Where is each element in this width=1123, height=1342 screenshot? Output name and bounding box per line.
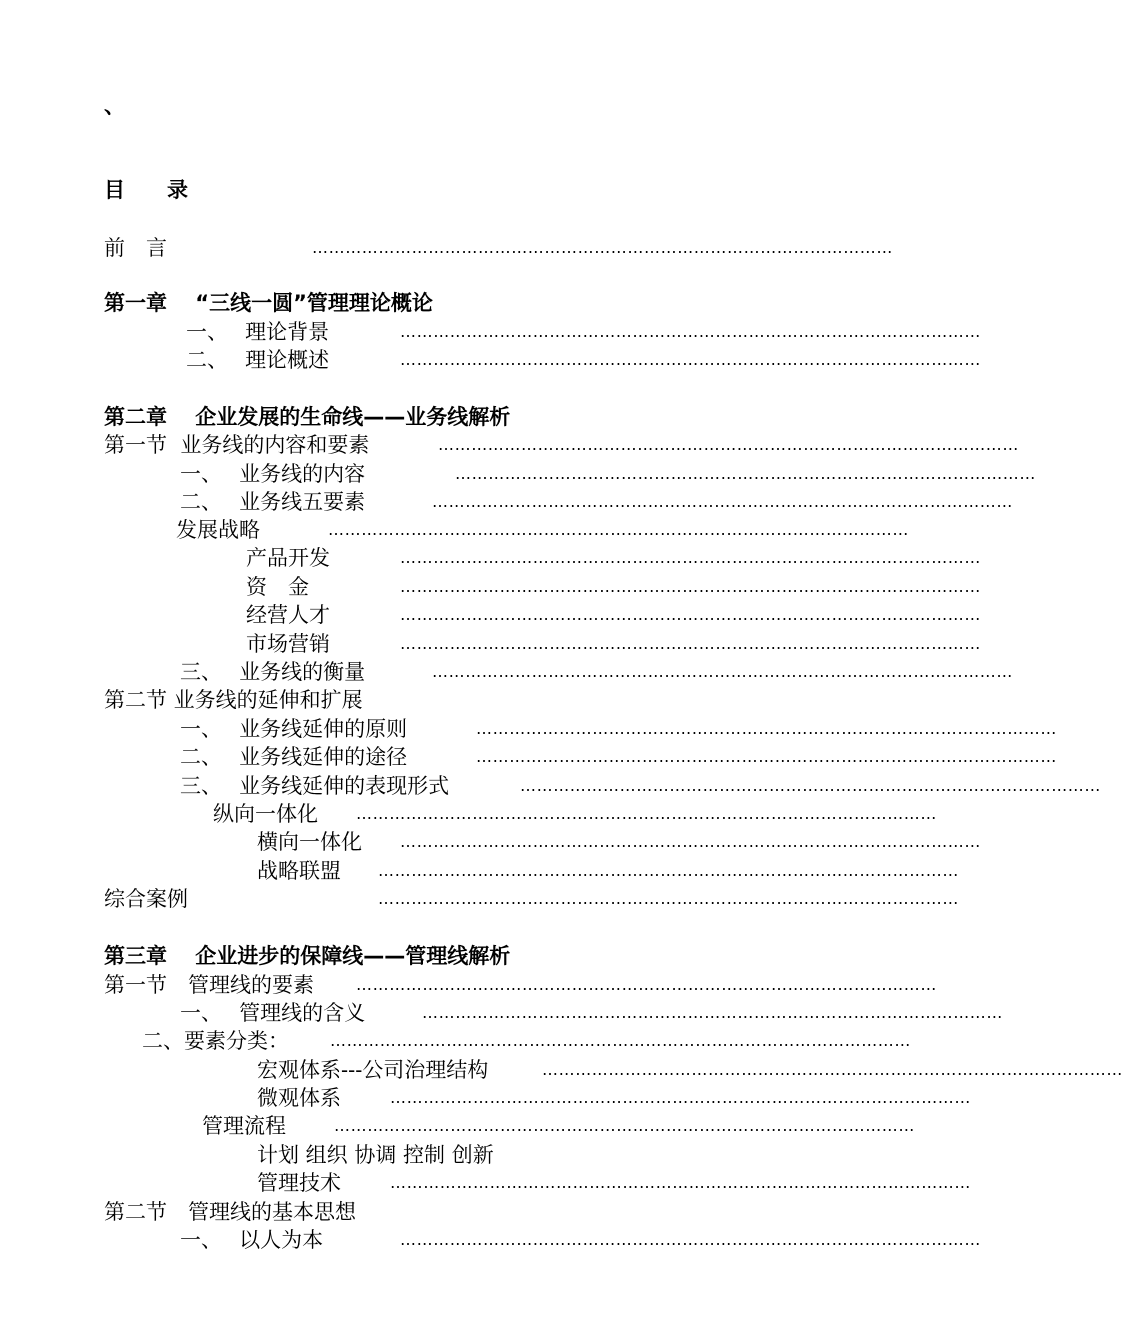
- toc-entry: 二、要素分类：: [142, 1029, 289, 1053]
- toc-entry: 战略联盟: [257, 859, 341, 883]
- toc-entry: 经营人才: [246, 603, 330, 627]
- dot-leader: ……………………………………………………………………………………………: [432, 662, 1013, 681]
- dot-leader: ……………………………………………………………………………………………: [400, 577, 981, 596]
- dot-leader: ……………………………………………………………………………………………: [455, 464, 1036, 483]
- dot-leader: ……………………………………………………………………………………………: [356, 975, 937, 994]
- dot-leader: ……………………………………………………………………………………………: [400, 1230, 981, 1249]
- dot-leader: ……………………………………………………………………………………………: [390, 1088, 971, 1107]
- toc-entry: 一、 业务线延伸的原则: [180, 717, 408, 741]
- toc-entry: 二、 业务线五要素: [180, 490, 366, 514]
- toc-entry: 一、 理论背景: [186, 320, 330, 344]
- dot-leader: ……………………………………………………………………………………………: [438, 435, 1019, 454]
- dot-leader: ……………………………………………………………………………………………: [520, 776, 1101, 795]
- toc-entry: 三、 业务线延伸的表现形式: [180, 774, 450, 798]
- toc-entry: 第二节 业务线的延伸和扩展: [104, 688, 363, 712]
- toc-entry: 三、 业务线的衡量: [180, 660, 366, 684]
- corner-mark: 、: [104, 94, 125, 118]
- toc-entry: 综合案例: [104, 887, 188, 911]
- toc-entry: 一、 管理线的含义: [180, 1001, 366, 1025]
- dot-leader: ……………………………………………………………………………………………: [400, 548, 981, 567]
- toc-entry: 第一节 管理线的要素: [104, 973, 314, 997]
- dot-leader: ……………………………………………………………………………………………: [390, 1173, 971, 1192]
- toc-chapter-heading: 第三章 企业进步的保障线——管理线解析: [104, 944, 511, 968]
- toc-entry: 管理技术: [257, 1171, 341, 1195]
- toc-entry: 第二节 管理线的基本思想: [104, 1200, 356, 1224]
- toc-entry: 一、 业务线的内容: [180, 462, 366, 486]
- toc-entry: 计划 组织 协调 控制 创新: [257, 1143, 494, 1167]
- dot-leader: ……………………………………………………………………………………………: [330, 1031, 911, 1050]
- dot-leader: ……………………………………………………………………………………………: [400, 322, 981, 341]
- toc-entry: 一、 以人为本: [180, 1228, 324, 1252]
- toc-entry: 市场营销: [246, 632, 330, 656]
- toc-entry: 纵向一体化: [213, 802, 318, 826]
- dot-leader: ……………………………………………………………………………………………: [378, 861, 959, 880]
- toc-entry: 二、 理论概述: [186, 348, 330, 372]
- toc-entry: 产品开发: [246, 546, 330, 570]
- dot-leader: ……………………………………………………………………………………………: [400, 605, 981, 624]
- dot-leader: ……………………………………………………………………………………………: [378, 889, 959, 908]
- dot-leader: ……………………………………………………………………………………………: [356, 804, 937, 823]
- toc-entry: 宏观体系---公司治理结构: [257, 1058, 489, 1082]
- toc-entry: 资 金: [246, 575, 309, 599]
- toc-entry: 微观体系: [257, 1086, 341, 1110]
- dot-leader: ……………………………………………………………………………………………: [542, 1060, 1123, 1079]
- dot-leader: ……………………………………………………………………………………………: [476, 719, 1057, 738]
- toc-entry: 第一节 业务线的内容和要素: [104, 433, 370, 457]
- toc-title: 目 录: [104, 178, 188, 202]
- toc-entry: 管理流程: [202, 1114, 286, 1138]
- dot-leader: ……………………………………………………………………………………………: [400, 832, 981, 851]
- toc-entry: 前 言: [104, 236, 167, 260]
- dot-leader: ……………………………………………………………………………………………: [476, 747, 1057, 766]
- toc-chapter-heading: 第二章 企业发展的生命线——业务线解析: [104, 405, 511, 429]
- dot-leader: ……………………………………………………………………………………………: [328, 520, 909, 539]
- dot-leader: ……………………………………………………………………………………………: [400, 350, 981, 369]
- dot-leader: ……………………………………………………………………………………………: [312, 238, 893, 257]
- toc-entry: 二、 业务线延伸的途径: [180, 745, 408, 769]
- toc-chapter-heading: 第一章 “三线一圆”管理理论概论: [104, 291, 433, 315]
- toc-entry: 横向一体化: [257, 830, 362, 854]
- dot-leader: ……………………………………………………………………………………………: [432, 492, 1013, 511]
- dot-leader: ……………………………………………………………………………………………: [334, 1116, 915, 1135]
- dot-leader: ……………………………………………………………………………………………: [400, 634, 981, 653]
- toc-entry: 发展战略: [176, 518, 260, 542]
- dot-leader: ……………………………………………………………………………………………: [422, 1003, 1003, 1022]
